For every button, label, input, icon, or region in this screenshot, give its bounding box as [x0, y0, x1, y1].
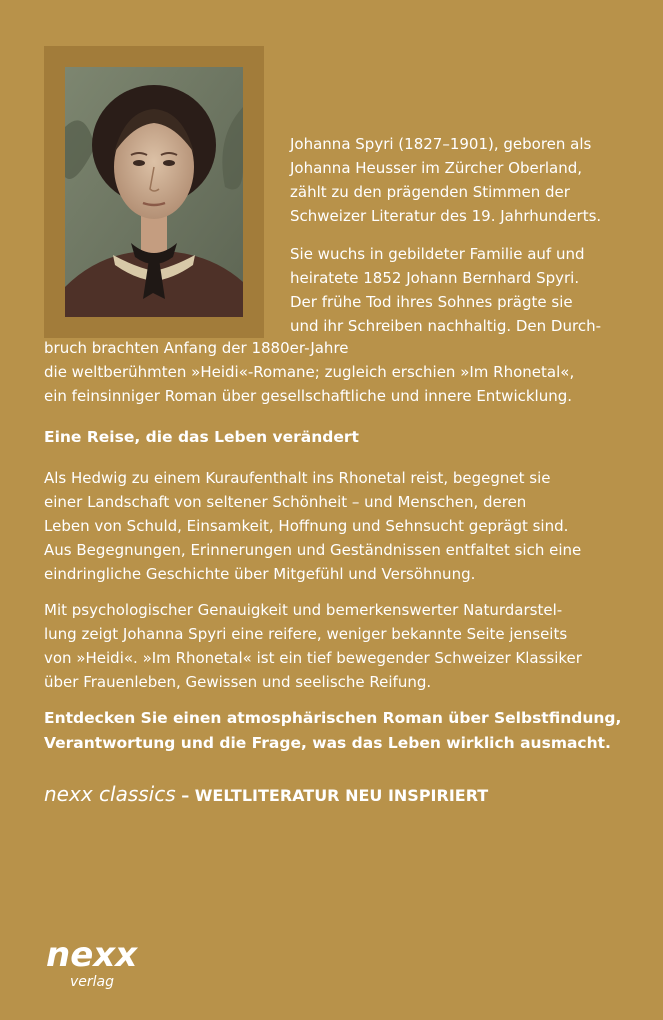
text-line: Aus Begegnungen, Erinnerungen und Geständnissen entfaltet sich eine	[44, 541, 582, 559]
text-line: Schweizer Literatur des 19. Jahrhunderts.	[290, 207, 602, 225]
text-line: heiratete 1852 Johann Bernhard Spyri.	[290, 269, 580, 287]
text-line: und ihr Schreiben nachhaltig. Den Durch-	[290, 317, 601, 335]
portrait-frame	[44, 46, 264, 338]
synopsis-paragraph	[44, 466, 636, 586]
text-line: bruch brachten Anfang der 1880er-Jahre	[44, 339, 349, 357]
text-line: Als Hedwig zu einem Kuraufenthalt ins Rhonetal reist, begegnet sie	[44, 469, 551, 487]
author-bio-life	[290, 242, 630, 338]
text-line: Mit psychologischer Genauigkeit und bemerkenswerter Naturdarstel-	[44, 601, 563, 619]
call-to-action	[44, 706, 636, 756]
text-line: einer Landschaft von seltener Schönheit – und Menschen, deren	[44, 493, 527, 511]
section-heading: Eine Reise, die das Leben verändert	[44, 428, 359, 446]
series-tagline	[44, 782, 488, 806]
logo-subtitle: verlag	[70, 974, 115, 990]
text-line: Entdecken Sie einen atmosphärischen Roman über Selbstfindung,	[44, 709, 622, 727]
text-line: lung zeigt Johanna Spyri eine reifere, weniger bekannte Seite jenseits	[44, 625, 568, 643]
author-portrait	[65, 67, 243, 317]
series-name: nexx classics	[44, 782, 176, 806]
text-line: Verantwortung und die Frage, was das Leben wirklich ausmacht.	[44, 734, 611, 752]
text-line: eindringliche Geschichte über Mitgefühl und Versöhnung.	[44, 565, 476, 583]
text-line: zählt zu den prägenden Stimmen der	[290, 183, 570, 201]
text-line: Johanna Heusser im Zürcher Oberland,	[290, 159, 583, 177]
series-slogan: – WELTLITERATUR NEU INSPIRIERT	[175, 786, 489, 805]
text-line: Der frühe Tod ihres Sohnes prägte sie	[290, 293, 573, 311]
logo-brand: nexx	[46, 935, 138, 975]
text-line: Johanna Spyri (1827–1901), geboren als	[290, 135, 592, 153]
description-paragraph	[44, 598, 636, 694]
text-line: über Frauenleben, Gewissen und seelische Reifung.	[44, 673, 432, 691]
publisher-logo	[44, 934, 164, 994]
text-line: Sie wuchs in gebildeter Familie auf und	[290, 245, 585, 263]
text-line: Leben von Schuld, Einsamkeit, Hoffnung und Sehnsucht geprägt sind.	[44, 517, 569, 535]
author-bio-intro	[290, 132, 630, 228]
text-line: die weltberühmten »Heidi«-Romane; zugleich erschien »Im Rhonetal«,	[44, 363, 575, 381]
text-line: von »Heidi«. »Im Rhonetal« ist ein tief bewegender Schweizer Klassiker	[44, 649, 582, 667]
text-line: ein feinsinniger Roman über gesellschaftliche und innere Entwicklung.	[44, 387, 573, 405]
author-bio-continued	[44, 336, 636, 408]
